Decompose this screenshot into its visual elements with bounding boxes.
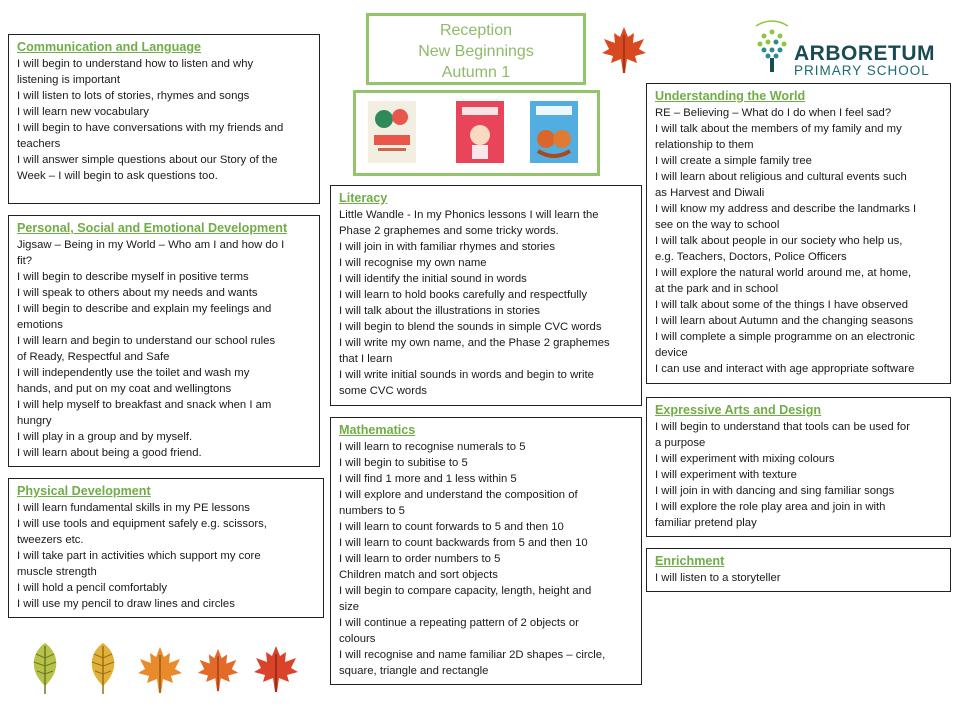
leaf-icon (24, 640, 66, 696)
list-item: I will begin to blend the sounds in simple CVC words (339, 321, 602, 333)
maple-leaf-icon (136, 644, 184, 696)
list-item: I will begin to understand that tools can be used for (655, 421, 910, 433)
list-item: I will listen to a storyteller (655, 572, 781, 584)
list-item: I will answer simple questions about our Story of the (17, 154, 278, 166)
list-item: I will explore the natural world around me, at home, (655, 267, 912, 279)
list-item: I will listen to lots of stories, rhymes and songs (17, 90, 250, 102)
understanding-world-box (646, 83, 951, 384)
list-item: I will begin to describe myself in positive terms (17, 271, 249, 283)
list-item: I will explore and understand the composition of (339, 489, 578, 501)
list-item: I will know my address and describe the landmarks I (655, 203, 917, 215)
section-heading: Literacy (339, 191, 388, 205)
list-item: I will join in with familiar rhymes and stories (339, 241, 555, 253)
list-item: RE – Believing – What do I do when I feel sad? (655, 107, 892, 119)
list-item: I will experiment with mixing colours (655, 453, 835, 465)
list-item: hands, and put on my coat and wellingtons (17, 383, 232, 395)
list-item: I will talk about the members of my family and my (655, 123, 902, 135)
maple-leaf-icon (252, 642, 300, 696)
list-item: I will use my pencil to draw lines and circles (17, 598, 235, 610)
list-item: I will learn to count forwards to 5 and then 10 (339, 521, 564, 533)
list-item: I will find 1 more and 1 less within 5 (339, 473, 517, 485)
list-item: I will begin to subitise to 5 (339, 457, 468, 469)
list-item: I will learn about religious and cultural events such (655, 171, 907, 183)
tree-logo-icon (750, 16, 798, 78)
list-item: I will learn about Autumn and the changing seasons (655, 315, 914, 327)
section-heading: Mathematics (339, 423, 416, 437)
list-item: e.g. Teachers, Doctors, Police Officers (655, 251, 847, 263)
enrichment-list (655, 570, 942, 586)
list-item: emotions (17, 319, 63, 331)
list-item: see on the way to school (655, 219, 780, 231)
list-item: size (339, 601, 360, 613)
book-cover-squirrels (530, 101, 578, 163)
list-item: I will learn to order numbers to 5 (339, 553, 501, 565)
list-item: I will continue a repeating pattern of 2 objects or (339, 617, 579, 629)
mathematics-box (330, 417, 642, 685)
list-item: I will learn new vocabulary (17, 106, 149, 118)
list-item: I can use and interact with age appropriate software (655, 363, 915, 375)
list-item: I will join in with dancing and sing familiar songs (655, 485, 895, 497)
section-heading: Personal, Social and Emotional Development (17, 221, 288, 235)
list-item: muscle strength (17, 566, 97, 578)
list-item: I will learn to recognise numerals to 5 (339, 441, 526, 453)
list-item: Little Wandle - In my Phonics lessons I will learn the (339, 209, 599, 221)
section-heading: Understanding the World (655, 89, 806, 103)
list-item: familiar pretend play (655, 517, 757, 529)
title-line-2: New Beginnings (418, 43, 534, 60)
physical-development-box (8, 478, 324, 618)
communication-list (17, 56, 311, 184)
literacy-box (330, 185, 642, 406)
list-item: I will begin to compare capacity, length, height and (339, 585, 592, 597)
psed-box (8, 215, 320, 467)
storybooks-box (353, 90, 600, 176)
list-item: square, triangle and rectangle (339, 665, 489, 677)
list-item: I will learn to hold books carefully and respectfully (339, 289, 588, 301)
list-item: that I learn (339, 353, 393, 365)
maple-leaf-icon (196, 644, 240, 696)
list-item: some CVC words (339, 385, 427, 397)
page-title-box (366, 13, 586, 85)
maple-leaf-icon (600, 25, 648, 75)
title-line-3: Autumn 1 (441, 64, 511, 81)
list-item: I will talk about people in our society who help us, (655, 235, 903, 247)
list-item: relationship to them (655, 139, 754, 151)
list-item: at the park and in school (655, 283, 779, 295)
list-item: I will complete a simple programme on an electronic (655, 331, 915, 343)
list-item: I will learn about being a good friend. (17, 447, 202, 459)
list-item: I will independently use the toilet and wash my (17, 367, 250, 379)
leaf-icon (82, 640, 124, 696)
list-item: colours (339, 633, 376, 645)
section-heading: Enrichment (655, 554, 725, 568)
list-item: I will use tools and equipment safely e.g. scissors, (17, 518, 267, 530)
list-item: Jigsaw – Being in my World – Who am I and how do I (17, 239, 285, 251)
list-item: I will hold a pencil comfortably (17, 582, 168, 594)
list-item: I will help myself to breakfast and snack when I am (17, 399, 272, 411)
list-item: as Harvest and Diwali (655, 187, 765, 199)
list-item: I will begin to have conversations with my friends and (17, 122, 284, 134)
list-item: Week – I will begin to ask questions too. (17, 170, 218, 182)
list-item: I will speak to others about my needs and wants (17, 287, 258, 299)
logo-school-subtitle: PRIMARY SCHOOL (794, 63, 930, 78)
expressive-arts-box (646, 397, 951, 537)
section-heading: Physical Development (17, 484, 151, 498)
understanding-list (655, 105, 942, 377)
list-item: I will talk about the illustrations in stories (339, 305, 540, 317)
enrichment-box (646, 548, 951, 592)
list-item: I will begin to understand how to listen and why (17, 58, 254, 70)
list-item: I will learn to count backwards from 5 and then 10 (339, 537, 588, 549)
list-item: I will begin to describe and explain my feelings and (17, 303, 272, 315)
list-item: of Ready, Respectful and Safe (17, 351, 170, 363)
list-item: Children match and sort objects (339, 569, 498, 581)
list-item: I will talk about some of the things I have observed (655, 299, 909, 311)
literacy-list (339, 207, 633, 399)
arts-list (655, 419, 942, 531)
list-item: tweezers etc. (17, 534, 84, 546)
logo-school-name: ARBORETUM (794, 42, 935, 65)
book-cover-norman (456, 101, 504, 163)
section-heading: Expressive Arts and Design (655, 403, 822, 417)
mathematics-list (339, 439, 633, 679)
list-item: I will identify the initial sound in words (339, 273, 527, 285)
list-item: I will play in a group and by myself. (17, 431, 193, 443)
list-item: a purpose (655, 437, 706, 449)
list-item: teachers (17, 138, 61, 150)
list-item: I will recognise and name familiar 2D shapes – circle, (339, 649, 606, 661)
list-item: device (655, 347, 688, 359)
communication-language-box (8, 34, 320, 204)
title-line-1: Reception (439, 22, 513, 39)
list-item: I will learn and begin to understand our school rules (17, 335, 276, 347)
list-item: listening is important (17, 74, 120, 86)
list-item: I will take part in activities which support my core (17, 550, 261, 562)
list-item: I will create a simple family tree (655, 155, 812, 167)
school-logo (750, 16, 940, 80)
book-cover-dragon (368, 101, 416, 163)
list-item: I will experiment with texture (655, 469, 797, 481)
list-item: I will learn fundamental skills in my PE lessons (17, 502, 250, 514)
list-item: I will write my own name, and the Phase 2 graphemes (339, 337, 610, 349)
list-item: I will write initial sounds in words and begin to write (339, 369, 594, 381)
list-item: I will recognise my own name (339, 257, 487, 269)
physical-list (17, 500, 315, 612)
psed-list (17, 237, 311, 461)
list-item: hungry (17, 415, 52, 427)
section-heading: Communication and Language (17, 40, 202, 54)
list-item: fit? (17, 255, 33, 267)
list-item: Phase 2 graphemes and some tricky words. (339, 225, 559, 237)
list-item: numbers to 5 (339, 505, 405, 517)
list-item: I will explore the role play area and join in with (655, 501, 886, 513)
